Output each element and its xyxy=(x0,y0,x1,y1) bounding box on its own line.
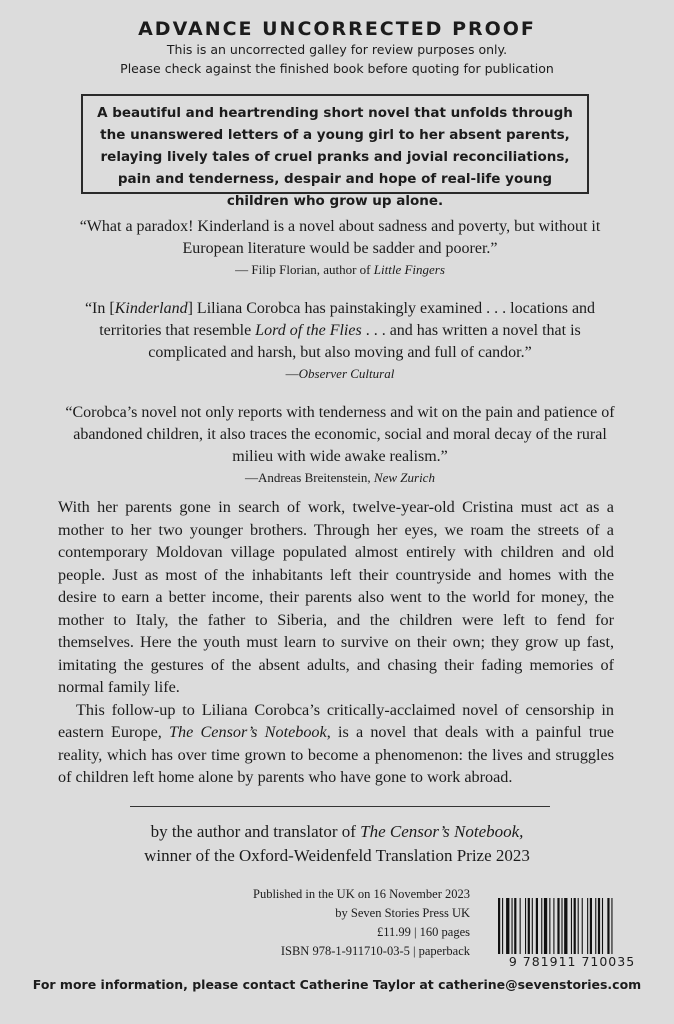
price-pages: £11.99 | 160 pages xyxy=(377,925,470,939)
divider-rule xyxy=(130,806,550,807)
review-quote-1 xyxy=(60,216,620,280)
isbn-barcode xyxy=(492,898,652,968)
proof-notice-line-1: This is an uncorrected galley for review purposes only. xyxy=(166,42,508,57)
credit-line-1: by the author and translator of The Censor’s Notebook, xyxy=(150,822,524,841)
description-paragraph-1: With her parents gone in search of work, twelve-year-old Cristina must act as a mother to her two younger brothers. Through her eyes, we roam the streets of a contemporary Moldovan village populated almost entirely with children and old people. Just as most of the inhabitants left their countryside and homes with the desire to earn a better income, their parents also went to the world for money, the mother to Italy, the father to Siberia, and the children were left to fend for themselves. Here the youth must learn to survive on their own; they grow up fast, imitating the gestures of the absent adults, and chasing their fading memories of normal family life. xyxy=(58,498,614,696)
quote-text: “What a paradox! Kinderland is a novel about sadness and poverty, but without it European literature would be sadder and poorer.” xyxy=(79,218,601,257)
isbn: ISBN 978-1-911710-03-5 | paperback xyxy=(280,944,470,958)
quote-text: “In [Kinderland] Liliana Corobca has painstakingly examined . . . locations and territories that resemble Lord of the Flies . . . and has written a novel that is complicated and harsh, but also moving and full of candor.” xyxy=(84,300,596,361)
pub-date: Published in the UK on 16 November 2023 xyxy=(253,887,470,901)
credit-line-2: winner of the Oxford-Weidenfeld Translation Prize 2023 xyxy=(144,846,530,865)
publisher: by Seven Stories Press UK xyxy=(335,906,470,920)
book-description xyxy=(58,496,614,789)
proof-title: ADVANCE UNCORRECTED PROOF xyxy=(138,18,536,40)
quote-text: “Corobca’s novel not only reports with tenderness and wit on the pain and patience of abandoned children, it also traces the economic, social and moral decay of the rural milieu with wide awake realism.” xyxy=(65,404,615,465)
proof-notice-line-2: Please check against the finished book before quoting for publication xyxy=(120,61,554,76)
contact-line: For more information, please contact Catherine Taylor at catherine@sevenstories.com xyxy=(32,977,642,992)
barcode-icon xyxy=(498,898,648,954)
review-quote-3 xyxy=(60,402,620,488)
quote-attribution: —Andreas Breitenstein, New Zurich xyxy=(245,470,435,485)
review-quote-2 xyxy=(60,298,620,384)
author-credit xyxy=(0,820,674,868)
quote-attribution: — Filip Florian, author of Little Fingers xyxy=(235,262,445,277)
publication-info xyxy=(210,885,470,961)
proof-header xyxy=(0,18,674,78)
quote-attribution: —Observer Cultural xyxy=(285,366,395,381)
barcode-number: 9 781911 710035 xyxy=(508,954,636,969)
blurb-box: A beautiful and heartrending short novel that unfolds through the unanswered letters of a young girl to her absent parents, relaying lively tales of cruel pranks and jovial reconciliations, pain and tenderness, despair and hope of real-life young children who grow up alone. xyxy=(81,94,589,194)
description-paragraph-2: This follow-up to Liliana Corobca’s critically-acclaimed novel of censorship in eastern Europe, The Censor’s Notebook, is a novel that deals with a painful true reality, which has over time grown to become a phenomenon: the lives and struggles of children left home alone by parents who have gone to work abroad. xyxy=(58,700,614,786)
